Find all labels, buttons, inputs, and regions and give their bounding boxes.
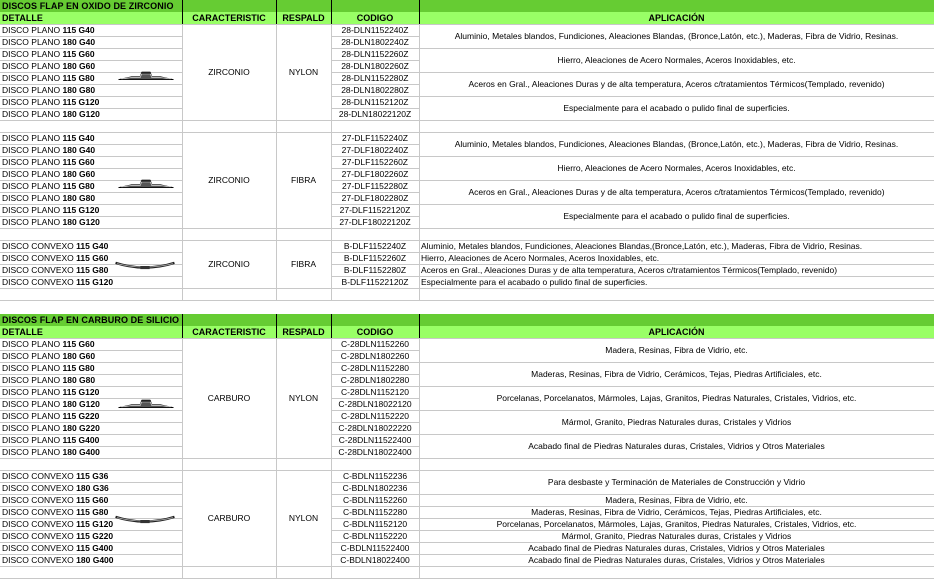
section-title[interactable]: DISCOS FLAP EN CARBURO DE SILICIO bbox=[0, 314, 419, 326]
flat-flap-disc-icon bbox=[117, 176, 175, 192]
product-size: 115 G60 bbox=[62, 49, 95, 59]
codigo-cell[interactable]: 28-DLN1802260Z bbox=[341, 61, 409, 71]
product-size: 115 G80 bbox=[62, 363, 95, 373]
flat-flap-disc-icon bbox=[117, 68, 175, 84]
product-size: 115 G120 bbox=[62, 205, 100, 215]
product-type: DISCO CONVEXO bbox=[2, 555, 74, 565]
codigo-cell[interactable]: C-BDLN1152280 bbox=[342, 507, 408, 517]
product-type: DISCO CONVEXO bbox=[2, 519, 74, 529]
detalle-cell[interactable] bbox=[0, 216, 182, 228]
detalle-cell[interactable] bbox=[0, 204, 182, 216]
product-type: DISCO PLANO bbox=[2, 133, 61, 143]
respaldo-cell[interactable]: NYLON bbox=[288, 512, 319, 523]
product-size: 115 G60 bbox=[76, 253, 109, 263]
product-type: DISCO PLANO bbox=[2, 447, 61, 457]
flat-flap-disc-icon bbox=[117, 396, 175, 412]
product-type: DISCO PLANO bbox=[2, 145, 61, 155]
product-type: DISCO PLANO bbox=[2, 97, 61, 107]
product-size: 115 G40 bbox=[76, 241, 109, 251]
product-size: 180 G60 bbox=[62, 61, 96, 71]
product-type: DISCO PLANO bbox=[2, 37, 61, 47]
header-detalle[interactable]: DETALLE bbox=[0, 12, 182, 24]
caracteristica-cell[interactable]: CARBURO bbox=[207, 392, 251, 403]
product-type: DISCO PLANO bbox=[2, 363, 61, 373]
detalle-cell[interactable] bbox=[0, 276, 182, 288]
caracteristica-cell[interactable]: ZIRCONIO bbox=[208, 258, 250, 269]
product-type: DISCO PLANO bbox=[2, 109, 61, 119]
product-size: 115 G80 bbox=[62, 73, 95, 83]
header-aplicacion[interactable]: APLICACIÓN bbox=[419, 12, 934, 24]
product-size: 115 G60 bbox=[62, 157, 95, 167]
codigo-cell[interactable]: 27-DLF1152260Z bbox=[342, 157, 408, 167]
detalle-cell[interactable] bbox=[0, 434, 182, 446]
product-type: DISCO PLANO bbox=[2, 411, 61, 421]
product-type: DISCO PLANO bbox=[2, 387, 61, 397]
codigo-cell[interactable]: B-DLF11522120Z bbox=[341, 277, 409, 287]
aplicacion-cell[interactable]: Porcelanas, Porcelanatos, Mármoles, Lajas, Granitos, Piedras Naturales, Cristales, Vidrios, etc. bbox=[496, 518, 857, 529]
aplicacion-cell[interactable]: Mármol, Granito, Piedras Naturales duras, Cristales y Vidrios bbox=[561, 416, 792, 427]
codigo-cell[interactable]: C-BDLN1152236 bbox=[342, 471, 408, 481]
codigo-cell[interactable]: C-28DLN1152260 bbox=[341, 339, 409, 349]
aplicacion-cell[interactable]: Aceros en Gral., Aleaciones Duras y de alta temperatura, Aceros c/tratamientos Térmicos(Templado, revenido) bbox=[468, 186, 885, 197]
product-size: 180 G120 bbox=[62, 109, 100, 119]
product-size: 180 G36 bbox=[76, 483, 109, 493]
codigo-cell[interactable]: 27-DLF1152280Z bbox=[342, 181, 408, 191]
detalle-cell[interactable] bbox=[0, 96, 182, 108]
aplicacion-cell[interactable]: Hierro, Aleaciones de Acero Normales, Aceros Inoxidables, etc. bbox=[557, 162, 796, 173]
product-size: 180 G80 bbox=[62, 375, 96, 385]
product-size: 180 G60 bbox=[62, 169, 96, 179]
product-type: DISCO PLANO bbox=[2, 205, 61, 215]
codigo-cell[interactable]: 28-DLN1802240Z bbox=[341, 37, 409, 47]
aplicacion-cell[interactable]: Especialmente para el acabado o pulido final de superficies. bbox=[563, 210, 790, 221]
detalle-cell[interactable] bbox=[0, 132, 182, 144]
product-size: 115 G60 bbox=[76, 495, 109, 505]
aplicacion-cell[interactable]: Hierro, Aleaciones de Acero Normales, Aceros Inoxidables, etc. bbox=[557, 54, 796, 65]
product-type: DISCO CONVEXO bbox=[2, 277, 74, 287]
codigo-cell[interactable]: C-28DLN1152120 bbox=[341, 387, 409, 397]
detalle-cell[interactable] bbox=[0, 530, 182, 542]
section-title-fill[interactable] bbox=[419, 314, 934, 326]
header-codigo[interactable]: CODIGO bbox=[331, 12, 419, 24]
aplicacion-cell[interactable]: Madera, Resinas, Fibra de Vidrio, etc. bbox=[605, 494, 748, 505]
product-type: DISCO PLANO bbox=[2, 351, 61, 361]
product-size: 180 G400 bbox=[76, 555, 114, 565]
aplicacion-cell[interactable]: Madera, Resinas, Fibra de Vidrio, etc. bbox=[605, 344, 748, 355]
header-caracteristica[interactable]: CARACTERISTIC bbox=[182, 12, 276, 24]
aplicacion-cell[interactable]: Para desbaste y Terminación de Materiales de Construcción y Vidrio bbox=[547, 476, 806, 487]
aplicacion-cell[interactable]: Hierro, Aleaciones de Acero Normales, Aceros Inoxidables, etc. bbox=[421, 253, 660, 263]
aplicacion-cell[interactable]: Aceros en Gral., Aleaciones Duras y de alta temperatura, Aceros c/tratamientos Térmicos(Templado, revenido) bbox=[421, 265, 838, 275]
section-title-fill[interactable] bbox=[419, 0, 934, 12]
header-caracteristica[interactable]: CARACTERISTIC bbox=[182, 326, 276, 338]
product-size: 180 G60 bbox=[62, 351, 96, 361]
header-respaldo[interactable]: RESPALD bbox=[276, 12, 331, 24]
aplicacion-cell[interactable]: Aluminio, Metales blandos, Fundiciones, Aleaciones Blandas, (Bronce,Latón, etc.), Maderas, Fibra de Vidrio, Resinas. bbox=[454, 138, 899, 149]
codigo-cell[interactable]: C-28DLN1802260 bbox=[340, 351, 410, 361]
detalle-cell[interactable] bbox=[0, 48, 182, 60]
respaldo-cell[interactable]: FIBRA bbox=[290, 174, 317, 185]
product-size: 180 G80 bbox=[62, 85, 96, 95]
detalle-cell[interactable] bbox=[0, 362, 182, 374]
aplicacion-cell[interactable]: Porcelanas, Porcelanatos, Mármoles, Lajas, Granitos, Piedras Naturales, Cristales, Vidrios, etc. bbox=[496, 392, 857, 403]
product-type: DISCO PLANO bbox=[2, 181, 61, 191]
product-type: DISCO PLANO bbox=[2, 399, 61, 409]
product-size: 180 G40 bbox=[62, 145, 96, 155]
aplicacion-cell[interactable]: Aceros en Gral., Aleaciones Duras y de alta temperatura, Aceros c/tratamientos Térmicos(Templado, revenido) bbox=[468, 78, 885, 89]
aplicacion-cell[interactable]: Maderas, Resinas, Fibra de Vidrio, Cerámicos, Tejas, Piedras Artificiales, etc. bbox=[531, 506, 822, 517]
product-type: DISCO CONVEXO bbox=[2, 483, 74, 493]
product-size: 180 G40 bbox=[62, 37, 96, 47]
codigo-cell[interactable]: C-BDLN1152260 bbox=[342, 495, 408, 505]
codigo-cell[interactable]: 27-DLF1802260Z bbox=[341, 169, 409, 179]
aplicacion-cell[interactable]: Acabado final de Piedras Naturales duras, Cristales, Vidrios y Otros Materiales bbox=[528, 440, 825, 451]
product-type: DISCO PLANO bbox=[2, 49, 61, 59]
product-size: 115 G400 bbox=[76, 543, 114, 553]
detalle-cell[interactable] bbox=[0, 482, 182, 494]
header-detalle[interactable]: DETALLE bbox=[0, 326, 182, 338]
detalle-cell[interactable] bbox=[0, 338, 182, 350]
detalle-cell[interactable] bbox=[0, 494, 182, 506]
detalle-cell[interactable] bbox=[0, 470, 182, 482]
respaldo-cell[interactable]: NYLON bbox=[288, 392, 319, 403]
product-type: DISCO PLANO bbox=[2, 339, 61, 349]
codigo-cell[interactable]: 27-DLF18022120Z bbox=[339, 217, 411, 227]
product-size: 180 G120 bbox=[62, 217, 100, 227]
product-size: 115 G40 bbox=[62, 133, 95, 143]
aplicacion-cell[interactable]: Acabado final de Piedras Naturales duras, Cristales, Vidrios y Otros Materiales bbox=[528, 542, 825, 553]
codigo-cell[interactable]: 28-DLN1152280Z bbox=[341, 73, 409, 83]
detalle-cell[interactable] bbox=[0, 422, 182, 434]
caracteristica-cell[interactable]: ZIRCONIO bbox=[208, 174, 250, 185]
detalle-cell[interactable] bbox=[0, 84, 182, 96]
product-type: DISCO CONVEXO bbox=[2, 265, 74, 275]
detalle-cell[interactable] bbox=[0, 554, 182, 566]
product-size: 115 G60 bbox=[62, 339, 95, 349]
product-size: 115 G120 bbox=[76, 277, 114, 287]
detalle-cell[interactable] bbox=[0, 192, 182, 204]
detalle-cell[interactable] bbox=[0, 108, 182, 120]
codigo-cell[interactable]: B-DLF1152240Z bbox=[343, 241, 407, 251]
product-type: DISCO PLANO bbox=[2, 25, 61, 35]
detalle-cell[interactable] bbox=[0, 144, 182, 156]
product-type: DISCO PLANO bbox=[2, 217, 61, 227]
header-respaldo[interactable]: RESPALD bbox=[276, 326, 331, 338]
section-title[interactable]: DISCOS FLAP EN OXIDO DE ZIRCONIO bbox=[0, 0, 419, 12]
codigo-cell[interactable]: 28-DLN18022120Z bbox=[338, 109, 412, 119]
codigo-cell[interactable]: C-28DLN1152220 bbox=[341, 411, 409, 421]
caracteristica-cell[interactable]: CARBURO bbox=[207, 512, 251, 523]
product-size: 115 G220 bbox=[76, 531, 114, 541]
header-aplicacion[interactable]: APLICACIÓN bbox=[419, 326, 934, 338]
aplicacion-cell[interactable]: Aluminio, Metales blandos, Fundiciones, Aleaciones Blandas,(Bronce,Latón, etc.), Maderas, Fibra de Vidrio, Resinas. bbox=[421, 241, 863, 251]
product-type: DISCO CONVEXO bbox=[2, 471, 74, 481]
product-type: DISCO CONVEXO bbox=[2, 241, 74, 251]
product-type: DISCO PLANO bbox=[2, 423, 61, 433]
product-type: DISCO PLANO bbox=[2, 375, 61, 385]
detalle-cell[interactable] bbox=[0, 374, 182, 386]
codigo-cell[interactable]: C-28DLN11522400 bbox=[338, 435, 412, 445]
codigo-cell[interactable]: 27-DLF1152240Z bbox=[342, 133, 408, 143]
codigo-cell[interactable]: C-BDLN1802236 bbox=[342, 483, 408, 493]
product-type: DISCO CONVEXO bbox=[2, 531, 74, 541]
product-type: DISCO PLANO bbox=[2, 435, 61, 445]
aplicacion-cell[interactable]: Aluminio, Metales blandos, Fundiciones, Aleaciones Blandas, (Bronce,Latón, etc.), Maderas, Fibra de Vidrio, Resinas. bbox=[454, 30, 899, 41]
aplicacion-cell[interactable]: Maderas, Resinas, Fibra de Vidrio, Cerámicos, Tejas, Piedras Artificiales, etc. bbox=[531, 368, 822, 379]
product-size: 115 G36 bbox=[76, 471, 109, 481]
codigo-cell[interactable]: 28-DLN1802280Z bbox=[341, 85, 409, 95]
aplicacion-cell[interactable]: Acabado final de Piedras Naturales duras, Cristales, Vidrios y Otros Materiales bbox=[528, 554, 825, 565]
respaldo-cell[interactable]: FIBRA bbox=[290, 258, 317, 269]
product-size: 115 G80 bbox=[62, 181, 95, 191]
codigo-cell[interactable]: C-BDLN18022400 bbox=[340, 555, 410, 565]
codigo-cell[interactable]: B-DLF1152280Z bbox=[343, 265, 407, 275]
codigo-cell[interactable]: C-28DLN1802280 bbox=[340, 375, 410, 385]
codigo-cell[interactable]: 28-DLN1152240Z bbox=[341, 25, 409, 35]
codigo-cell[interactable]: C-28DLN1152280 bbox=[341, 363, 409, 373]
product-type: DISCO PLANO bbox=[2, 85, 61, 95]
detalle-cell[interactable] bbox=[0, 240, 182, 252]
detalle-cell[interactable] bbox=[0, 446, 182, 458]
aplicacion-cell[interactable]: Especialmente para el acabado o pulido final de superficies. bbox=[421, 277, 648, 287]
codigo-cell[interactable]: C-BDLN11522400 bbox=[340, 543, 410, 553]
product-size: 115 G80 bbox=[76, 507, 109, 517]
codigo-cell[interactable]: C-BDLN1152120 bbox=[342, 519, 408, 529]
codigo-cell[interactable]: 27-DLF1802280Z bbox=[341, 193, 409, 203]
product-type: DISCO PLANO bbox=[2, 73, 61, 83]
product-type: DISCO CONVEXO bbox=[2, 543, 74, 553]
product-size: 115 G120 bbox=[62, 97, 100, 107]
product-type: DISCO CONVEXO bbox=[2, 253, 74, 263]
codigo-cell[interactable]: 27-DLF11522120Z bbox=[339, 205, 411, 215]
aplicacion-cell[interactable]: Especialmente para el acabado o pulido final de superficies. bbox=[563, 102, 790, 113]
detalle-cell[interactable] bbox=[0, 36, 182, 48]
convex-flap-disc-icon bbox=[114, 259, 176, 273]
caracteristica-cell[interactable]: ZIRCONIO bbox=[208, 66, 250, 77]
codigo-cell[interactable]: B-DLF1152260Z bbox=[343, 253, 407, 263]
detalle-cell[interactable] bbox=[0, 350, 182, 362]
product-type: DISCO PLANO bbox=[2, 157, 61, 167]
aplicacion-cell[interactable]: Mármol, Granito, Piedras Naturales duras, Cristales y Vidrios bbox=[561, 530, 792, 541]
product-type: DISCO CONVEXO bbox=[2, 495, 74, 505]
product-size: 115 G40 bbox=[62, 25, 95, 35]
product-size: 115 G120 bbox=[76, 519, 114, 529]
product-type: DISCO PLANO bbox=[2, 193, 61, 203]
product-size: 115 G220 bbox=[62, 411, 100, 421]
codigo-cell[interactable]: C-28DLN18022400 bbox=[338, 447, 412, 457]
detalle-cell[interactable] bbox=[0, 156, 182, 168]
codigo-cell[interactable]: C-28DLN18022120 bbox=[338, 399, 412, 409]
respaldo-cell[interactable]: NYLON bbox=[288, 66, 319, 77]
product-size: 180 G120 bbox=[62, 399, 100, 409]
convex-flap-disc-icon bbox=[114, 513, 176, 527]
codigo-cell[interactable]: C-28DLN18022220 bbox=[338, 423, 412, 433]
codigo-cell[interactable]: C-BDLN1152220 bbox=[342, 531, 408, 541]
codigo-cell[interactable]: 27-DLF1802240Z bbox=[341, 145, 409, 155]
product-type: DISCO CONVEXO bbox=[2, 507, 74, 517]
product-size: 180 G220 bbox=[62, 423, 100, 433]
detalle-cell[interactable] bbox=[0, 542, 182, 554]
product-size: 115 G80 bbox=[76, 265, 109, 275]
product-size: 115 G400 bbox=[62, 435, 100, 445]
product-type: DISCO PLANO bbox=[2, 61, 61, 71]
product-type: DISCO PLANO bbox=[2, 169, 61, 179]
product-size: 115 G120 bbox=[62, 387, 100, 397]
codigo-cell[interactable]: 28-DLN1152120Z bbox=[341, 97, 409, 107]
header-codigo[interactable]: CODIGO bbox=[331, 326, 419, 338]
codigo-cell[interactable]: 28-DLN1152260Z bbox=[341, 49, 409, 59]
product-size: 180 G400 bbox=[62, 447, 100, 457]
detalle-cell[interactable] bbox=[0, 24, 182, 36]
product-size: 180 G80 bbox=[62, 193, 96, 203]
